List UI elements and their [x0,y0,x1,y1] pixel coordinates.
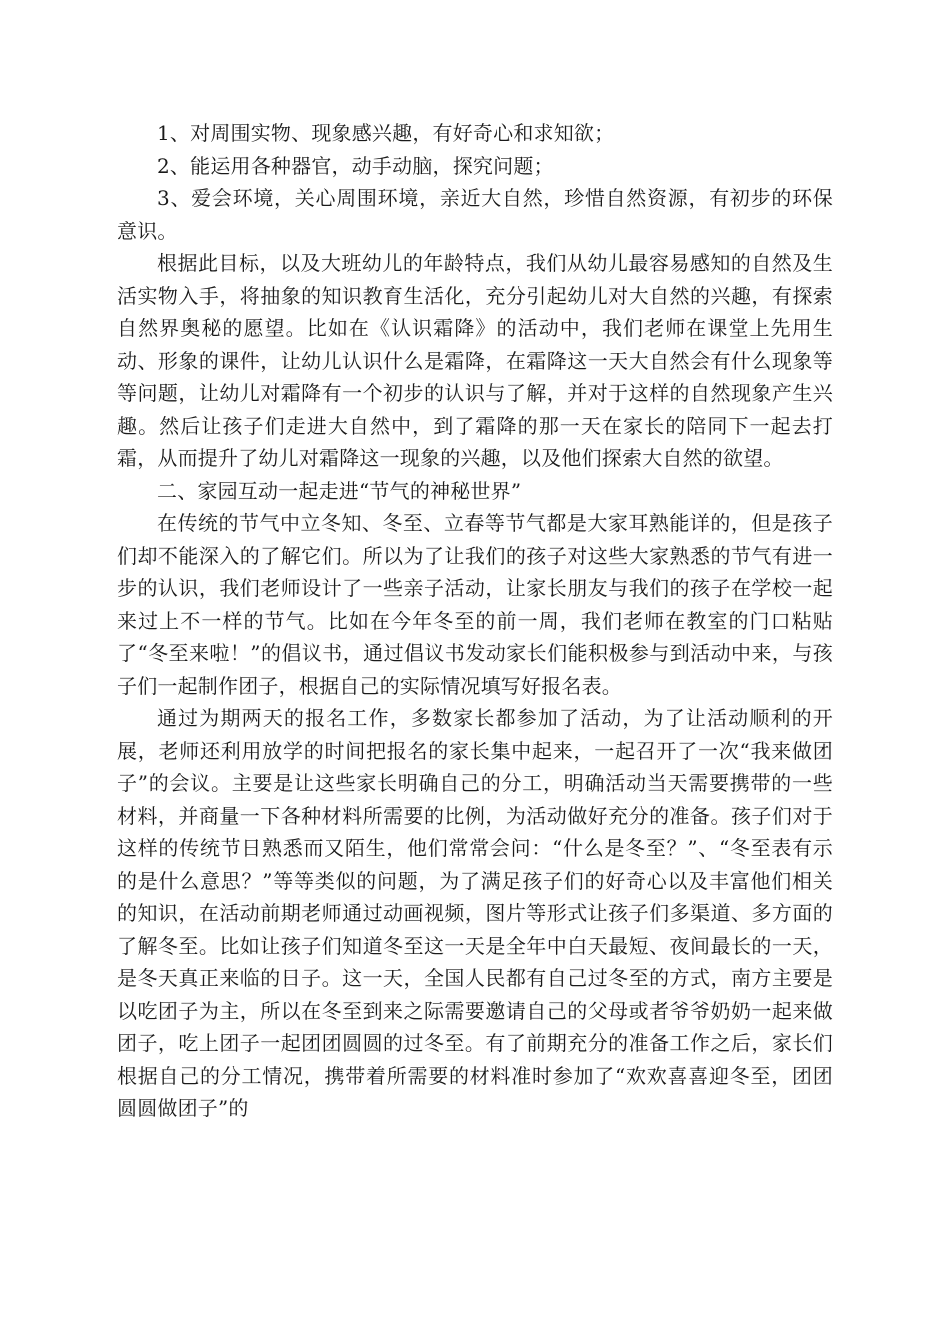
section-heading: 二、家园互动一起走进“节气的神秘世界” [157,478,522,503]
body-paragraph: 通过为期两天的报名工作，多数家长都参加了活动，为了让活动顺利的开展，老师还利用放学的时间把报名的家长集中起来，一起召开了一次“我来做团子”的会议。主要是让这些家长明确自己的分工，明确活动当天需要携带的一些材料，并商量一下各种材料所需要的比例，为活动做好充分的准备。孩子们对于这样的传统节日熟悉而又陌生，他们常常会问：“什么是冬至？”、“冬至表有示的是什么意思？”等等类似的问题，为了满足孩子们的好奇心以及丰富他们相关的知识，在活动前期老师通过动画视频，图片等形式让孩子们多渠道、多方面的了解冬至。比如让孩子们知道冬至这一天是全年中白天最短、夜间最长的一天，是冬天真正来临的日子。这一天，全国人民都有自己过冬至的方式，南方主要是以吃团子为主，所以在冬至到来之际需要邀请自己的父母或者爷爷奶奶一起来做团子，吃上团子一起团团圆圆的过冬至。有了前期充分的准备工作之后，家长们根据自己的分工情况，携带着所需要的材料准时参加了“欢欢喜喜迎冬至，团团圆圆做团子”的 [117,706,833,1120]
objective-item-2: 2、能运用各种器官，动手动脑，探究问题； [157,153,554,178]
document-body [117,117,833,1125]
body-paragraph: 根据此目标，以及大班幼儿的年龄特点，我们从幼儿最容易感知的自然及生活实物入手，将抽象的知识教育生活化，充分引起幼儿对大自然的兴趣，有探索自然界奥秘的愿望。比如在《认识霜降》的活动中，我们老师在课堂上先用生动、形象的课件，让幼儿认识什么是霜降，在霜降这一天大自然会有什么现象等等问题，让幼儿对霜降有一个初步的认识与了解，并对于这样的自然现象产生兴趣。然后让孩子们走进大自然中，到了霜降的那一天在家长的陪同下一起去打霜，从而提升了幼儿对霜降这一现象的兴趣，以及他们探索大自然的欲望。 [117,251,833,470]
objective-item-3: 3、爱会环境，关心周围环境，亲近大自然，珍惜自然资源，有初步的环保意识。 [117,186,833,243]
objective-item-1: 1、对周围实物、现象感兴趣，有好奇心和求知欲； [157,121,615,145]
body-paragraph: 在传统的节气中立冬知、冬至、立春等节气都是大家耳熟能详的，但是孩子们却不能深入的了解它们。所以为了让我们的孩子对这些大家熟悉的节气有进一步的认识，我们老师设计了一些亲子活动，让家长朋友与我们的孩子在学校一起来过上不一样的节气。比如在今年冬至的前一周，我们老师在教室的门口粘贴了“冬至来啦！”的倡议书，通过倡议书发动家长们能积极参与到活动中来，与孩子们一起制作团子，根据自己的实际情况填写好报名表。 [117,511,833,698]
